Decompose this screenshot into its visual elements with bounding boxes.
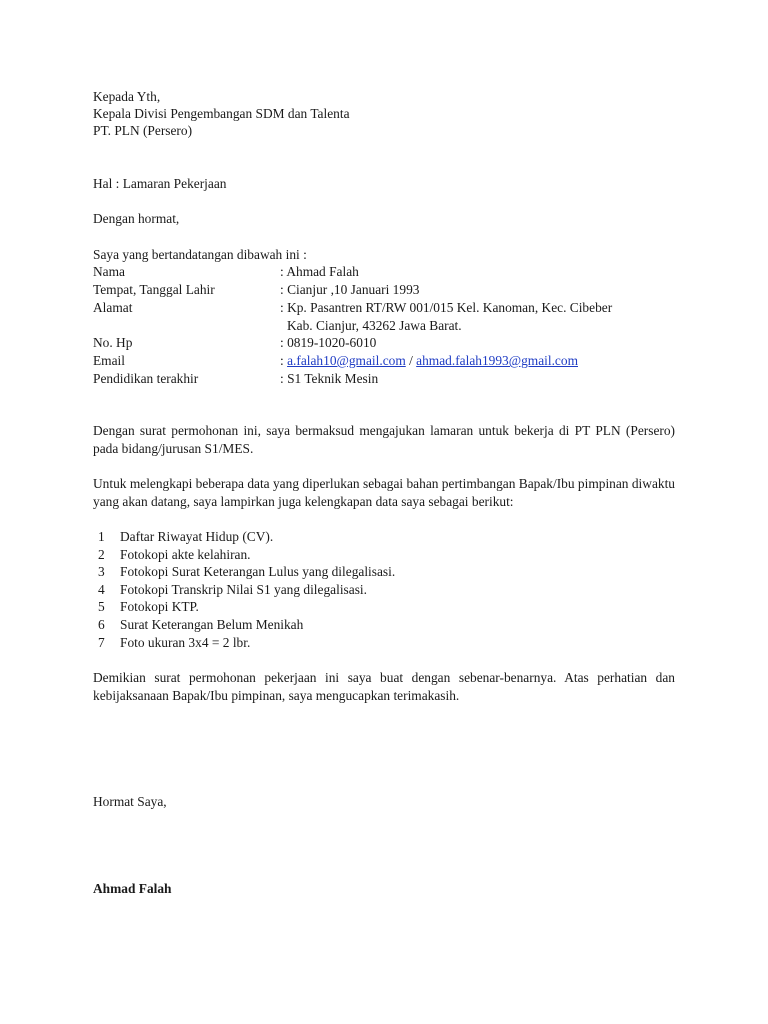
email-separator: / <box>405 353 417 368</box>
list-item: Surat Keterangan Belum Menikah <box>120 617 304 632</box>
field-value-education: : S1 Teknik Mesin <box>280 371 379 386</box>
field-label-name: Nama <box>93 264 125 279</box>
field-value-birth: : Cianjur ,10 Januari 1993 <box>280 282 420 297</box>
greeting: Dengan hormat, <box>93 211 180 226</box>
email-link-secondary[interactable]: ahmad.falah1993@gmail.com <box>416 353 578 368</box>
list-item: Fotokopi Surat Keterangan Lulus yang dilegalisasi. <box>120 564 396 579</box>
list-item-number: 5 <box>98 599 105 614</box>
list-item-number: 3 <box>98 564 105 579</box>
intro-line: Saya yang bertandatangan dibawah ini : <box>93 247 307 262</box>
paragraph-purpose: Dengan surat permohonan ini, saya bermaksud mengajukan lamaran untuk bekerja di PT PLN (Persero) pada bidang/jurusan S1/MES. <box>93 423 675 456</box>
list-item: Fotokopi akte kelahiran. <box>120 547 251 562</box>
list-item-number: 2 <box>98 547 105 562</box>
field-label-education: Pendidikan terakhir <box>93 371 199 386</box>
field-value-name: : Ahmad Falah <box>280 264 359 279</box>
list-item: Foto ukuran 3x4 = 2 lbr. <box>120 635 251 650</box>
paragraph-closing: Demikian surat permohonan pekerjaan ini saya buat dengan sebenar-benarnya. Atas perhatian dan kebijaksanaan Bapak/Ibu pimpinan, saya mengucapkan terimakasih. <box>93 670 675 703</box>
field-label-birth: Tempat, Tanggal Lahir <box>93 282 215 297</box>
field-value-email <box>280 352 578 369</box>
subject-line: Hal : Lamaran Pekerjaan <box>93 176 227 191</box>
field-label-phone: No. Hp <box>93 335 133 350</box>
list-item: Fotokopi KTP. <box>120 599 199 614</box>
list-item: Daftar Riwayat Hidup (CV). <box>120 529 274 544</box>
field-label-address: Alamat <box>93 300 133 315</box>
recipient-position: Kepala Divisi Pengembangan SDM dan Talenta <box>93 106 350 121</box>
email-link-primary[interactable]: a.falah10@gmail.com <box>287 353 406 368</box>
field-value-address: : Kp. Pasantren RT/RW 001/015 Kel. Kanoman, Kec. Cibeber <box>280 300 613 315</box>
field-value-phone: : 0819-1020-6010 <box>280 335 377 350</box>
list-item-number: 6 <box>98 617 105 632</box>
list-item-number: 7 <box>98 635 105 650</box>
list-item-number: 4 <box>98 582 105 597</box>
paragraph-attachments-intro: Untuk melengkapi beberapa data yang diperlukan sebagai bahan pertimbangan Bapak/Ibu pimpinan diwaktu yang akan datang, saya lampirkan juga kelengkapan data saya sebagai berikut: <box>93 476 675 509</box>
recipient-company: PT. PLN (Persero) <box>93 123 193 138</box>
field-value-address-cont: Kab. Cianjur, 43262 Jawa Barat. <box>287 318 462 333</box>
recipient-salutation: Kepada Yth, <box>93 89 161 104</box>
signature-name: Ahmad Falah <box>93 881 172 896</box>
list-item: Fotokopi Transkrip Nilai S1 yang dilegalisasi. <box>120 582 367 597</box>
closing-salutation: Hormat Saya, <box>93 794 167 809</box>
email-prefix: : <box>280 353 288 368</box>
field-label-email: Email <box>93 353 125 368</box>
list-item-number: 1 <box>98 529 105 544</box>
